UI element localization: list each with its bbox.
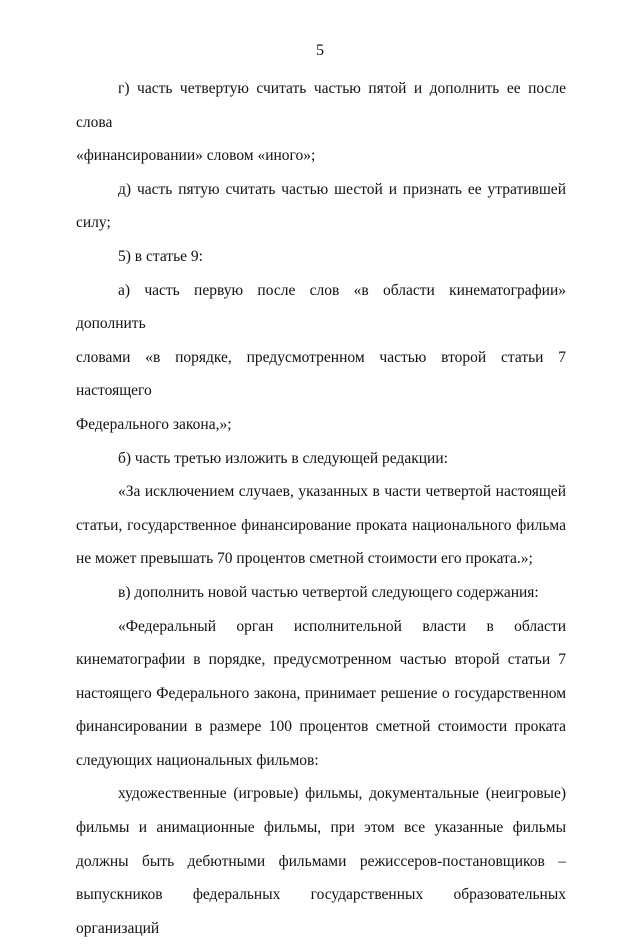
text-line: силу; <box>76 214 111 232</box>
text-line: 5) в статье 9: <box>118 247 203 265</box>
text-line: д) часть пятую считать частью шестой и признать ее утратившей <box>118 180 566 198</box>
text-line: «За исключением случаев, указанных в части четвертой настоящей <box>118 483 566 501</box>
text-line: следующих национальных фильмов: <box>76 751 319 769</box>
text-line: Федерального закона,»; <box>76 415 232 433</box>
text-line: финансировании в размере 100 процентов сметной стоимости проката <box>76 718 566 736</box>
text-line: выпускников федеральных государственных образовательных организаций <box>76 886 566 937</box>
paragraph <box>76 240 566 274</box>
text-line: б) часть третью изложить в следующей редакции: <box>118 449 448 467</box>
paragraph <box>76 72 566 173</box>
text-line: «Федеральный орган исполнительной власти в области <box>118 617 566 635</box>
text-line: в) дополнить новой частью четвертой следующего содержания: <box>118 583 539 601</box>
paragraph <box>76 610 566 778</box>
text-line: г) часть четвертую считать частью пятой и дополнить ее после слова <box>76 80 566 131</box>
document-body <box>76 72 566 945</box>
text-line: словами «в порядке, предусмотренном частью второй статьи 7 настоящего <box>76 348 566 400</box>
paragraph <box>76 274 566 442</box>
text-line: статьи, государственное финансирование проката национального фильма <box>76 516 566 534</box>
text-line: должны быть дебютными фильмами режиссеров-постановщиков – <box>76 852 566 870</box>
text-line: настоящего Федерального закона, принимает решение о государственном <box>76 684 566 702</box>
text-line: художественные (игровые) фильмы, документальные (неигровые) <box>118 785 566 803</box>
paragraph <box>76 173 566 240</box>
text-line: а) часть первую после слов «в области кинематографии» дополнить <box>76 281 566 333</box>
page-number: 5 <box>316 42 324 59</box>
paragraph <box>76 442 566 476</box>
text-line: кинематографии в порядке, предусмотренном частью второй статьи 7 <box>76 651 566 669</box>
paragraph <box>76 475 566 576</box>
text-line: фильмы и анимационные фильмы, при этом все указанные фильмы <box>76 819 566 837</box>
paragraph <box>76 576 566 610</box>
text-line: не может превышать 70 процентов сметной стоимости его проката.»; <box>76 550 533 568</box>
paragraph <box>76 777 566 945</box>
text-line: «финансировании» словом «иного»; <box>76 147 316 165</box>
